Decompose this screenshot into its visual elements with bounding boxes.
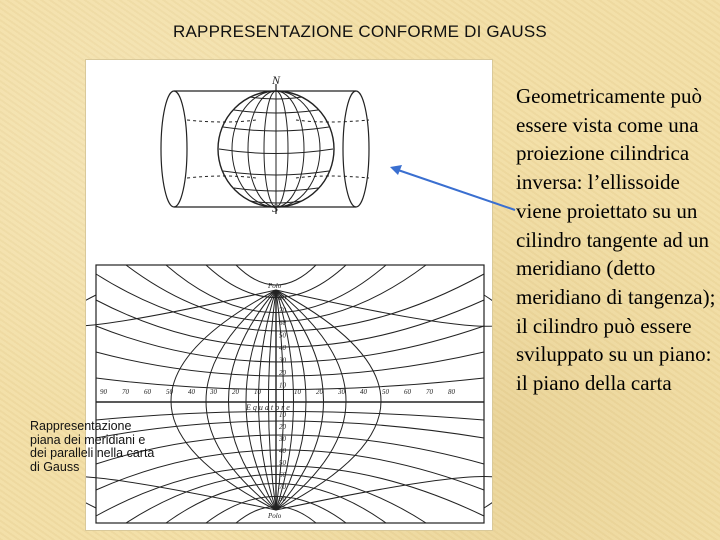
- lat-tick-north: 10: [279, 381, 286, 390]
- lon-tick-right: 30: [338, 388, 345, 396]
- lon-tick-left: 40: [188, 388, 195, 396]
- lon-tick-right: 20: [316, 388, 323, 396]
- lat-tick-north: 40: [279, 344, 286, 352]
- lat-tick-north: 70: [279, 306, 286, 315]
- lon-tick-right: 60: [404, 388, 411, 396]
- lon-tick-right: 40: [360, 388, 367, 396]
- lon-tick-left: 60: [144, 388, 151, 396]
- figure-caption: Rappresentazione piana dei meridiani e dei paralleli nella carta di Gauss: [30, 419, 155, 474]
- lat-tick-south: 40: [279, 447, 286, 455]
- cylinder-globe: [161, 84, 369, 214]
- lat-tick-south: 30: [279, 435, 286, 443]
- lat-tick-north: 80: [279, 294, 286, 302]
- lat-tick-south: 80: [279, 495, 286, 503]
- lon-tick-left: 10: [254, 388, 261, 396]
- lon-tick-left: 90: [100, 388, 107, 396]
- lat-tick-north: 60: [279, 319, 286, 327]
- description-text: Geometricamente può essere vista come una proiezione cilindrica inversa: l’ellissoide viene proiettato su un cilindro tangente ad un meridiano (detto meridiano di tangenza); il cilindro può essere sviluppato su un piano: il piano della carta: [516, 84, 716, 396]
- lat-tick-north: 30: [279, 356, 286, 365]
- lon-tick-right: 10: [294, 388, 301, 396]
- lon-tick-left: 70: [122, 388, 129, 396]
- lon-tick-right: 70: [426, 388, 433, 396]
- lat-tick-south: 10: [279, 411, 286, 419]
- lat-tick-south: 20: [279, 423, 286, 431]
- lon-tick-left: 50: [166, 388, 173, 396]
- slide-title: RAPPRESENTAZIONE CONFORME DI GAUSS: [173, 22, 547, 41]
- lat-tick-south: 70: [279, 483, 286, 491]
- lon-tick-right: 80: [448, 388, 455, 396]
- lon-tick-right: 50: [382, 388, 389, 396]
- lat-tick-north: 50: [279, 331, 286, 340]
- lon-tick-left: 30: [210, 388, 217, 396]
- pole-north-label: N: [272, 73, 281, 87]
- lat-tick-north: 20: [279, 369, 286, 377]
- south-pole-grid-label: Polo: [268, 512, 282, 520]
- lon-tick-left: 20: [232, 388, 239, 396]
- equator-label: E q u a t o r e: [246, 403, 290, 412]
- lat-tick-south: 50: [279, 459, 286, 467]
- lat-tick-south: 60: [279, 471, 286, 479]
- north-pole-grid-label: Polo: [268, 282, 282, 290]
- pole-south-label: S: [272, 201, 278, 215]
